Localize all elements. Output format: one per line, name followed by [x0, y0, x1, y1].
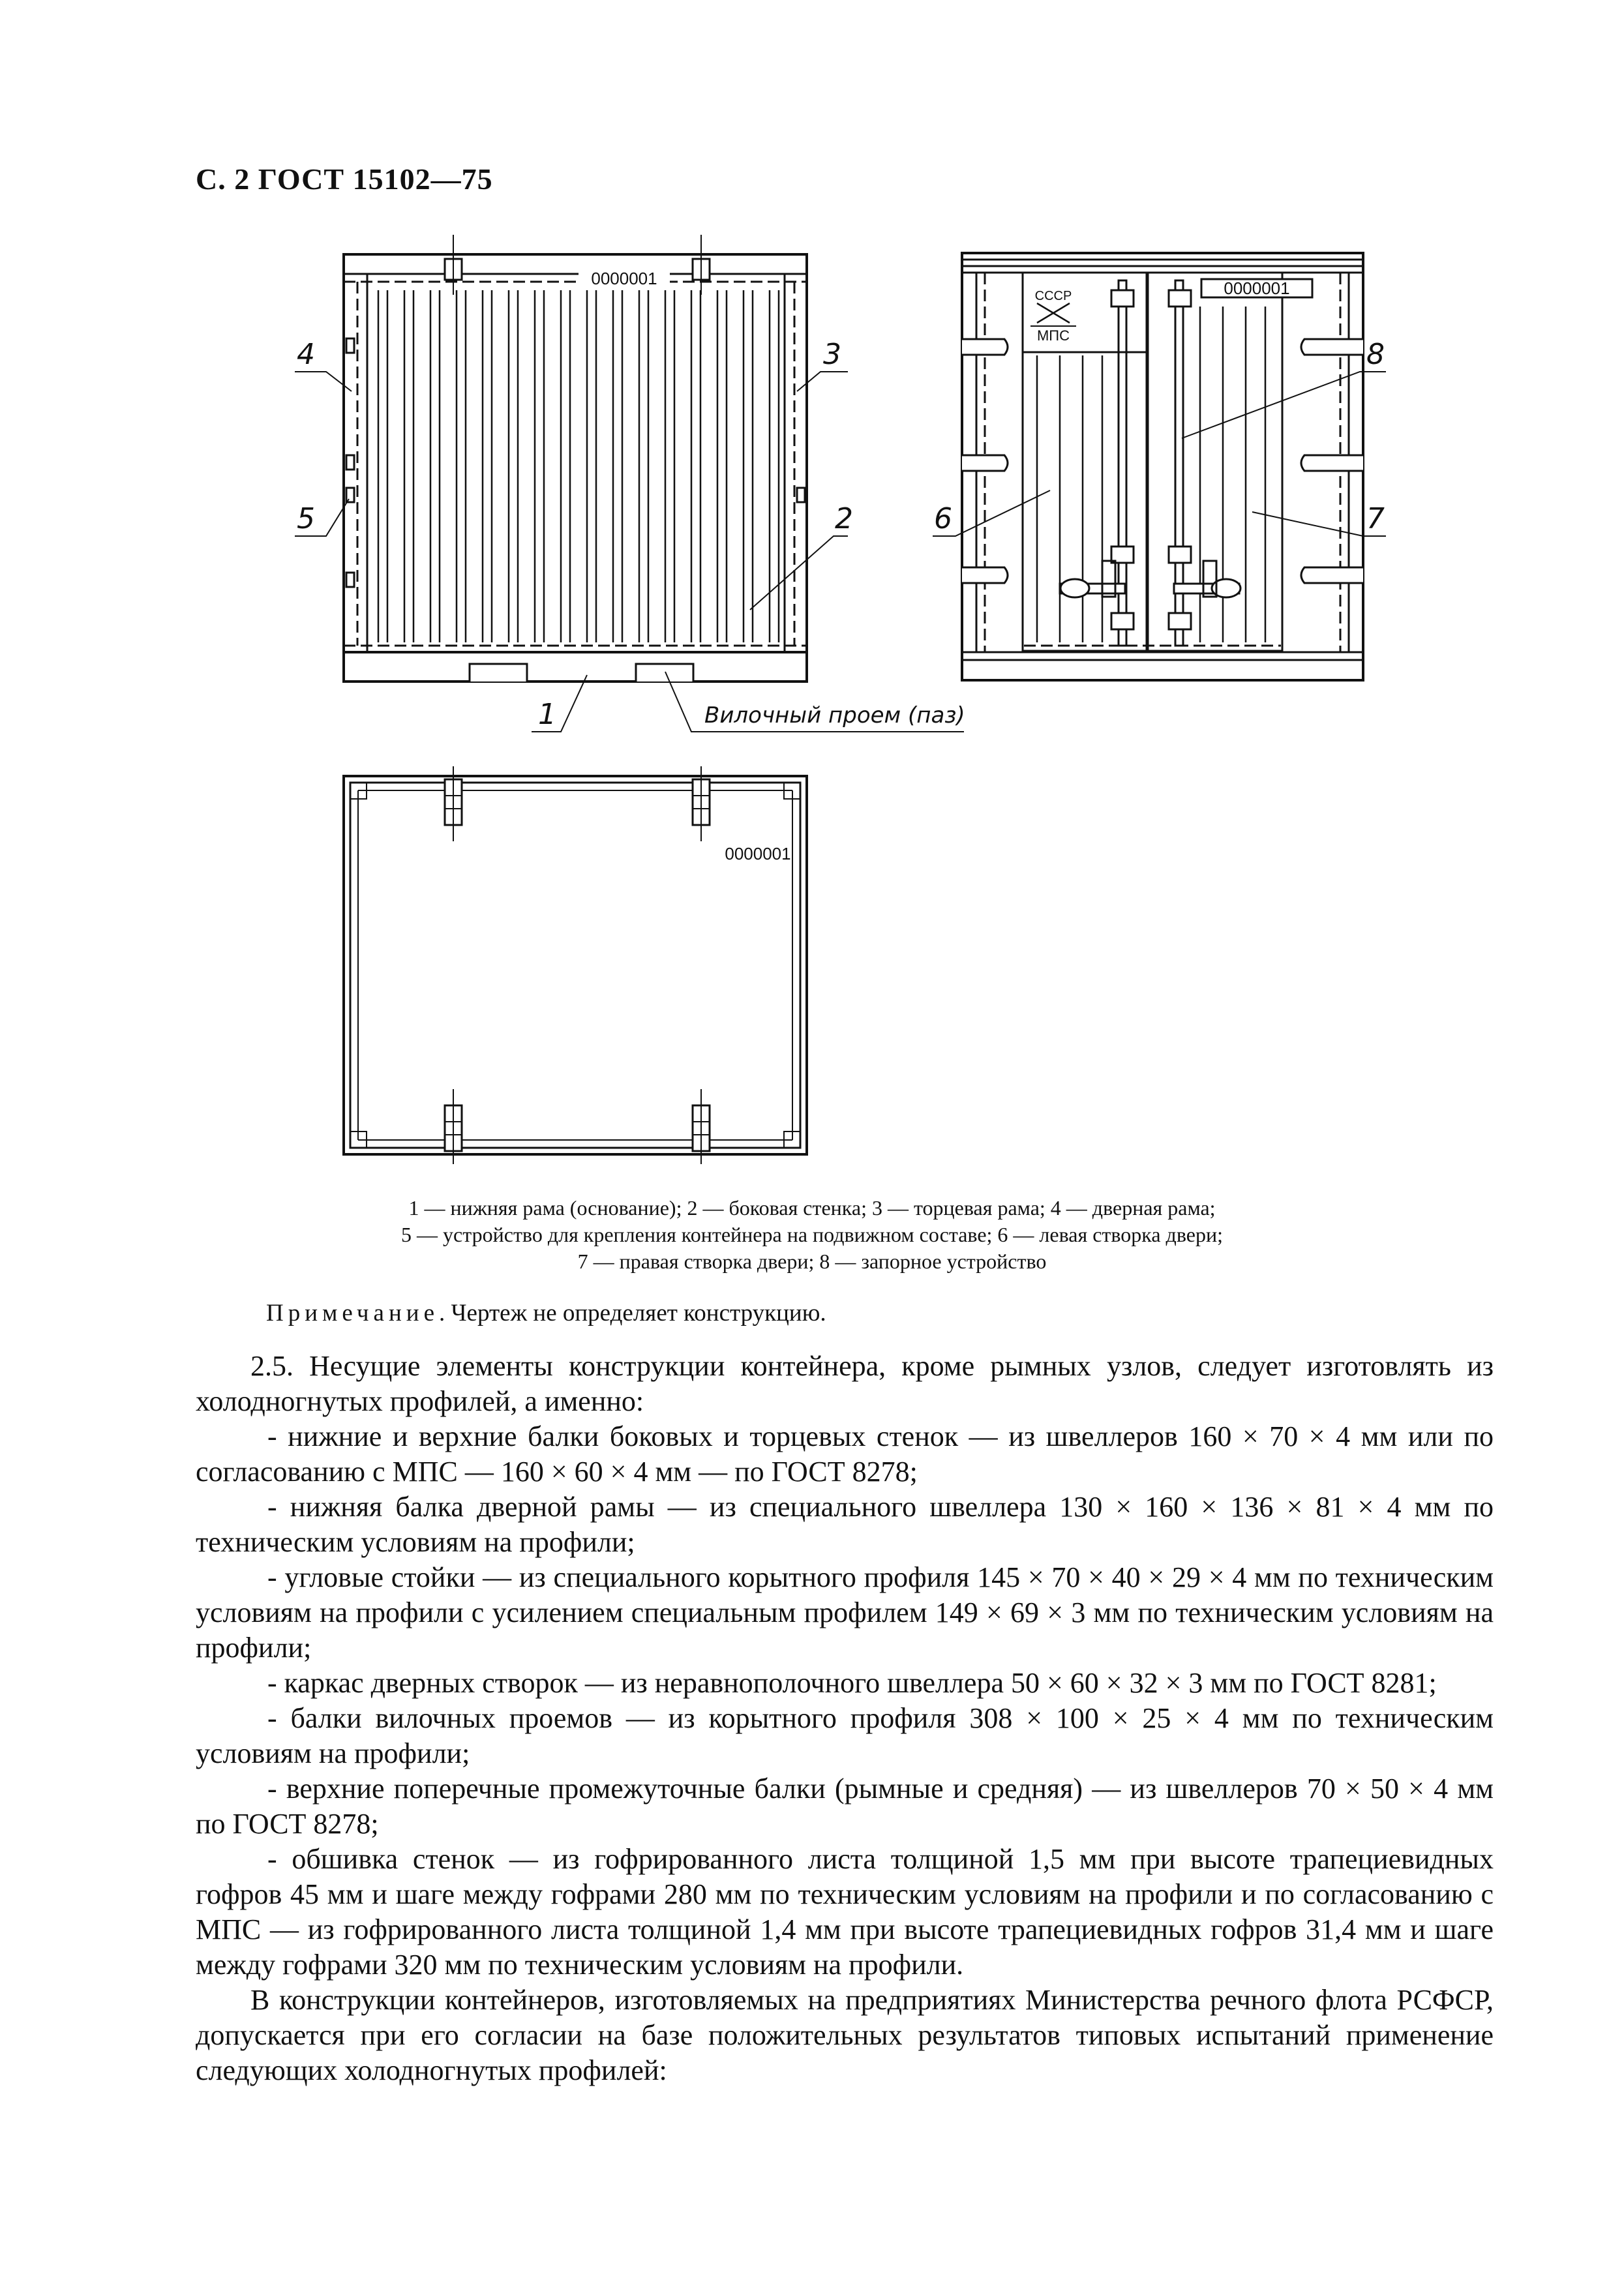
callout-8: 8 — [1366, 338, 1385, 371]
door-mark-bottom: МПС — [1036, 327, 1070, 344]
callout-2: 2 — [835, 502, 853, 535]
side-view — [295, 235, 964, 732]
note-label: Примечание — [266, 1300, 439, 1326]
top-view — [344, 766, 807, 1164]
figure-note — [266, 1299, 826, 1327]
door-serial: 0000001 — [1224, 278, 1290, 298]
caption-line: 7 — правая створка двери; 8 — запорное устройство — [577, 1250, 1047, 1273]
caption-line: 1 — нижняя рама (основание); 2 — боковая стенка; 3 — торцевая рама; 4 — дверная рама; — [408, 1196, 1216, 1220]
top-serial: 0000001 — [725, 844, 791, 863]
callout-3: 3 — [823, 338, 841, 371]
page-header: С. 2 ГОСТ 15102—75 — [196, 162, 493, 196]
door-mark-top: СССР — [1034, 289, 1072, 303]
callout-4: 4 — [297, 338, 315, 371]
side-serial: 0000001 — [591, 269, 657, 288]
note-text: . Чертеж не определяет конструкцию. — [439, 1300, 826, 1326]
callout-5: 5 — [297, 502, 315, 535]
paragraph: 2.5. Несущие элементы конструкции контейнера, кроме рымных узлов, следует изготовлять из холодногнутых профилей, а именно: — [196, 1350, 1494, 1417]
list-item: - обшивка стенок — из гофрированного листа толщиной 1,5 мм при высоте трапециевидных гофров 45 мм и шаге между гофрами 280 мм по техническим условиям на профили и по согласованию с МПС — из гофрированного листа толщиной 1,4 мм при высоте трапециевидных гофров 31,4 мм и шаге между гофрами 320 мм по техническим условиям на профили. — [196, 1843, 1494, 1981]
list-item: - нижняя балка дверной рамы — из специального швеллера 130 × 160 × 136 × 81 × 4 мм по техническим условиям на профили; — [196, 1491, 1494, 1558]
callout-7: 7 — [1366, 502, 1385, 535]
list-item: - балки вилочных проемов — из корытного профиля 308 × 100 × 25 × 4 мм по техническим условиям на профили; — [196, 1702, 1494, 1769]
fork-pocket-label: Вилочный проем (паз) — [704, 702, 965, 728]
body-text — [196, 1349, 1494, 2088]
door-end-view — [933, 253, 1386, 680]
callout-1: 1 — [538, 698, 556, 731]
figure-caption — [261, 1195, 1363, 1275]
list-item: - верхние поперечные промежуточные балки (рымные и средняя) — из швеллеров 70 × 50 × 4 мм по ГОСТ 8278; — [196, 1773, 1494, 1840]
caption-line: 5 — устройство для крепления контейнера на подвижном составе; 6 — левая створка двери; — [401, 1223, 1223, 1246]
list-item: - угловые стойки — из специального корытного профиля 145 × 70 × 40 × 29 × 4 мм по техническим условиям на профили с усилением специальным профилем 149 × 69 × 3 мм по техническим условиям на профили; — [196, 1561, 1494, 1664]
list-item: - нижние и верхние балки боковых и торцевых стенок — из швеллеров 160 × 70 × 4 мм или по согласованию с МПС — 160 × 60 × 4 мм — по ГОСТ 8278; — [196, 1420, 1494, 1488]
callout-6: 6 — [934, 502, 952, 535]
paragraph: В конструкции контейнеров, изготовляемых на предприятиях Министерства речного флота РСФСР, допускается при его согласии на базе положительных результатов типовых испытаний применение следующих холодногнутых профилей: — [196, 1984, 1494, 2086]
list-item: - каркас дверных створок — из неравнополочного швеллера 50 × 60 × 32 × 3 мм по ГОСТ 8281; — [267, 1667, 1437, 1699]
